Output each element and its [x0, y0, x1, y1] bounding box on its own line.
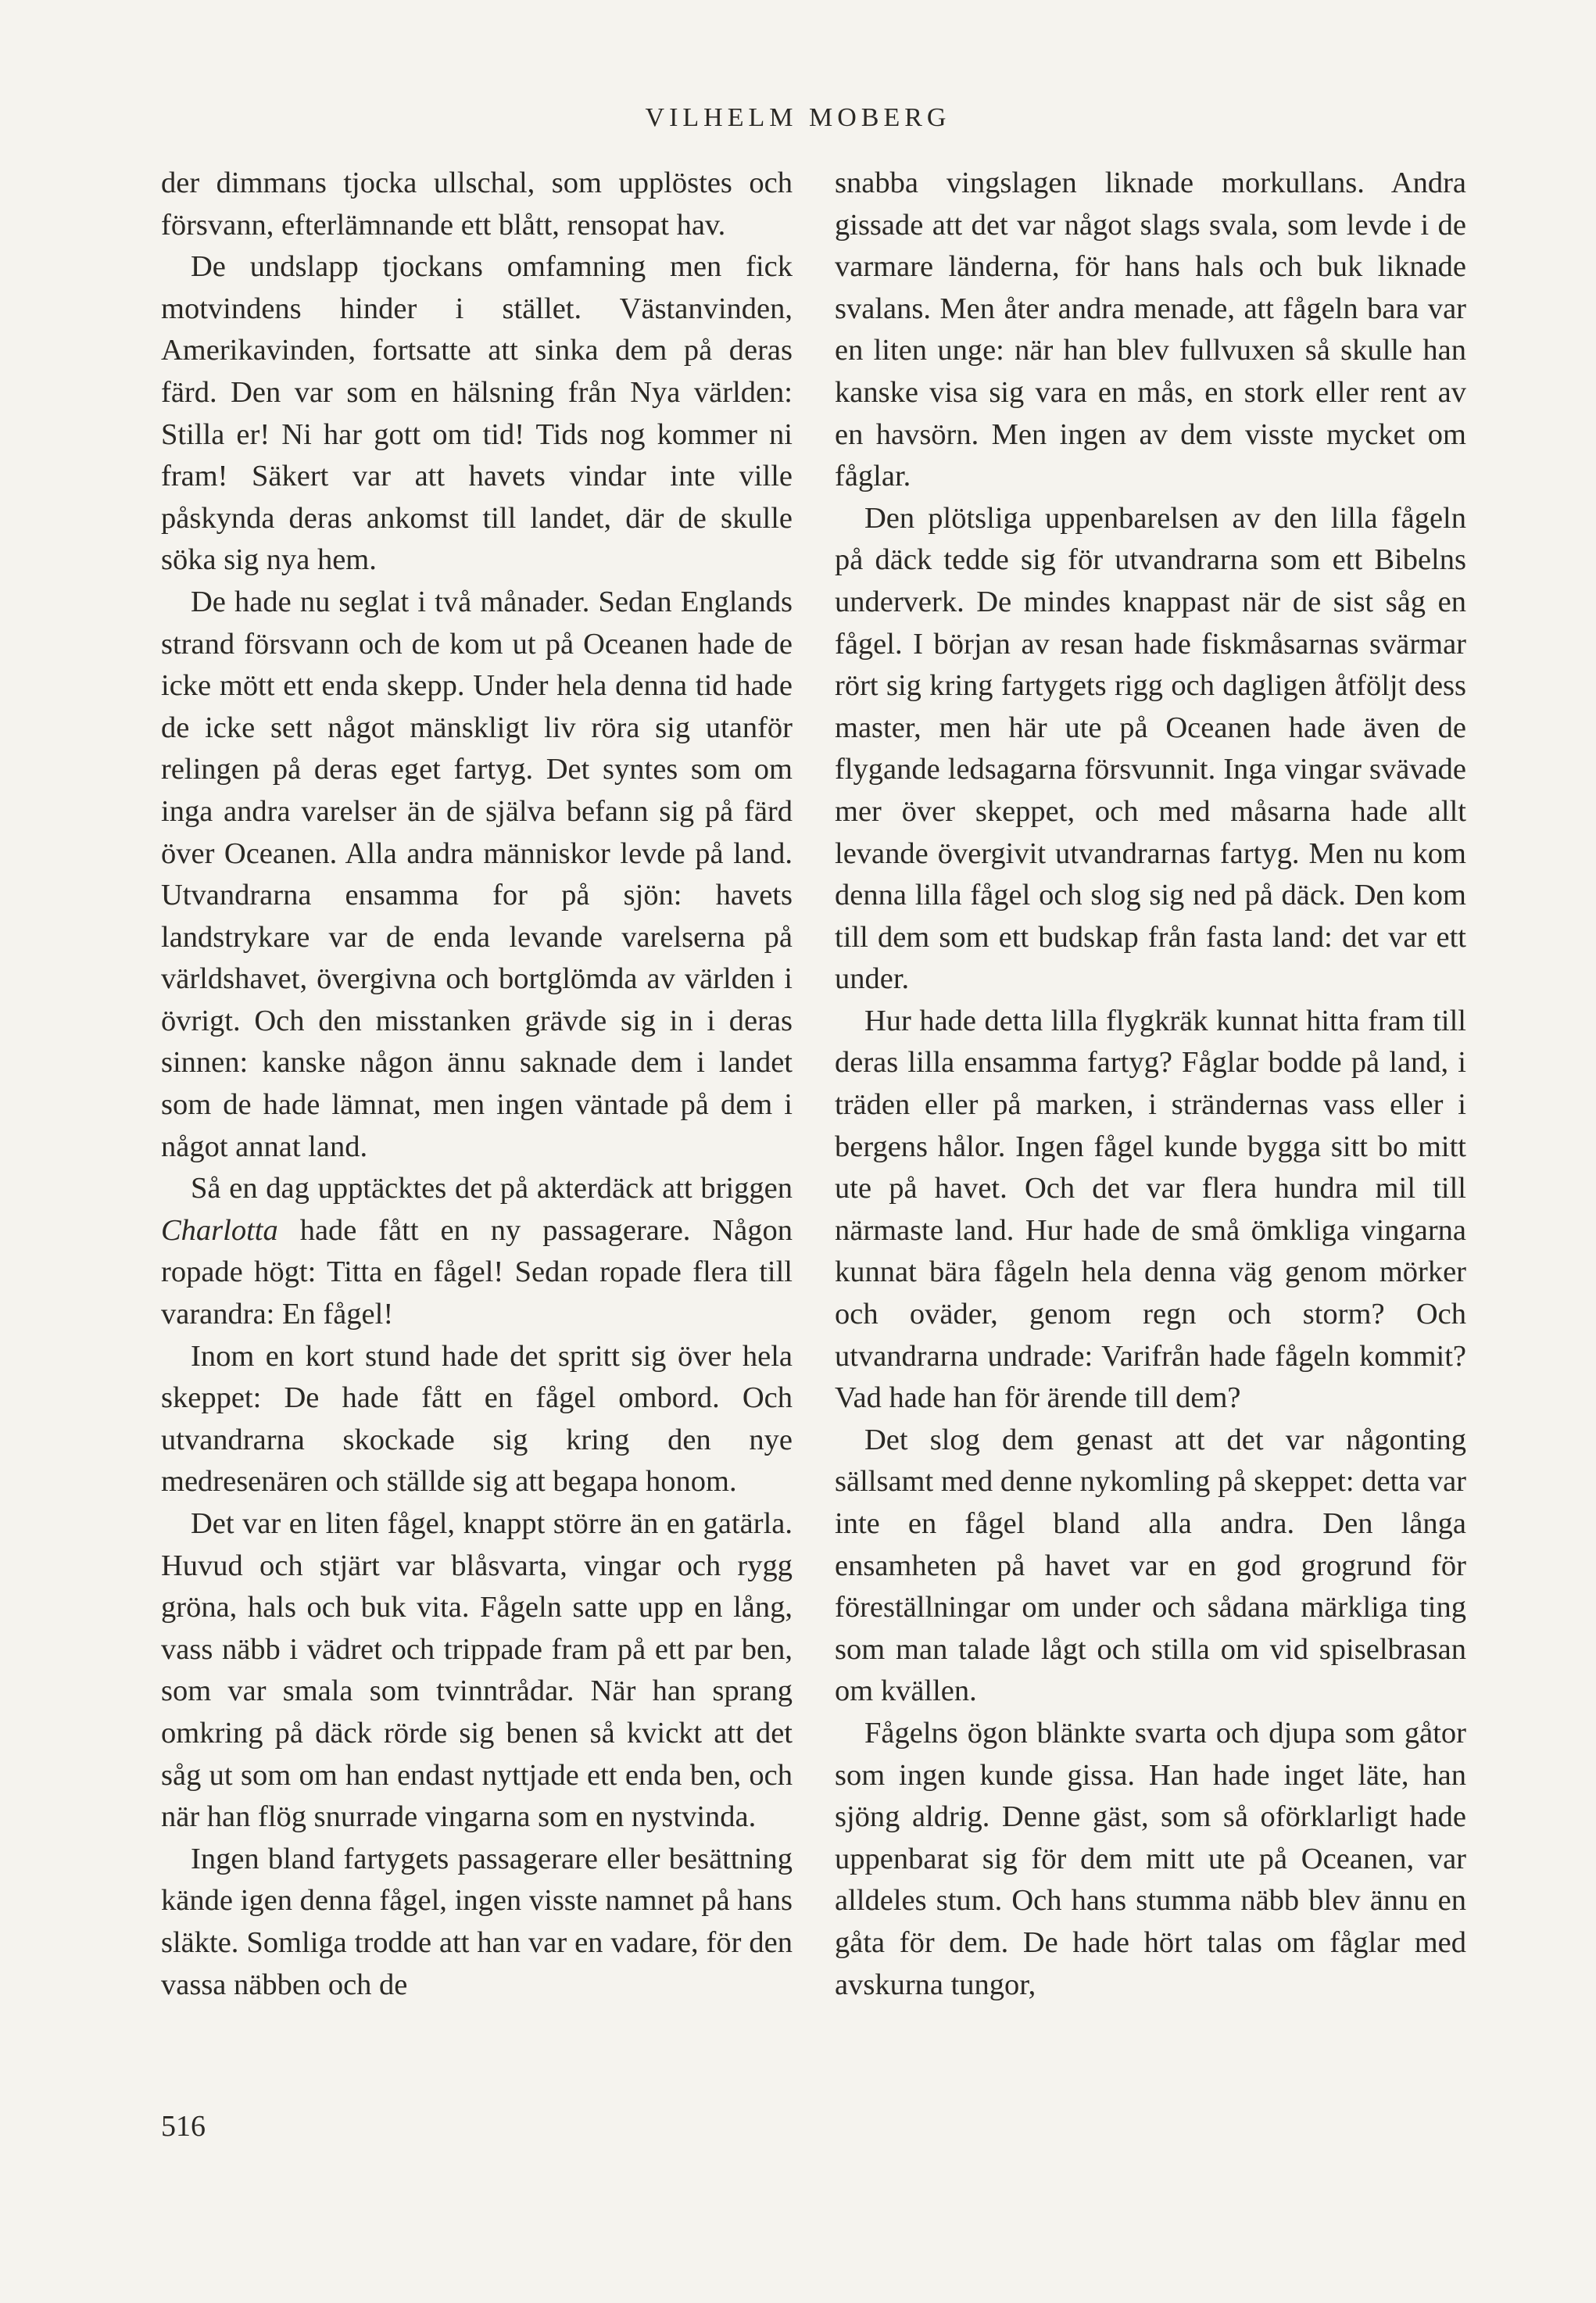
paragraph: Hur hade detta lilla flygkräk kunnat hitta fram till deras lilla ensamma fartyg? Fåglar bodde på land, i träden eller på marken, i strändernas vass eller i bergens hålor. Ingen fågel kunde bygga sitt bo mitt ute på havet. Och det var flera hundra mil till närmaste land. Hur hade de små ömkliga vingarna kunnat bära fågeln hela denna väg genom mörker och oväder, genom regn och storm? Och utvandrarna undrade: Varifrån hade fågeln kommit? Vad hade han för ärende till dem? [835, 1004, 1466, 1415]
right-column [835, 163, 1466, 2006]
paragraph [161, 1168, 793, 1335]
paragraph: Ingen bland fartygets passagerare eller besättning kände igen denna fågel, ingen visste namnet på hans släkte. Somliga trodde att han var en vadare, för den vassa näbben och de [161, 1842, 793, 2001]
paragraph: snabba vingslagen liknade morkullans. Andra gissade att det var något slags svala, som levde i de varmare länderna, för hans hals och buk liknade svalans. Men åter andra menade, att fågeln bara var en liten unge: när han blev fullvuxen så skulle han kanske visa sig vara en mås, en stork eller rent av en havsörn. Men ingen av dem visste mycket om fåglar. [835, 167, 1466, 493]
ship-name: Charlotta [161, 1213, 278, 1247]
paragraph: Inom en kort stund hade det spritt sig över hela skeppet: De hade fått en fågel ombord. Och utvandrarna skockade sig kring den nye medresenären och ställde sig att begapa honom. [161, 1339, 793, 1499]
paragraph-text: Så en dag upptäcktes det på akterdäck att briggen [191, 1172, 793, 1205]
paragraph: De undslapp tjockans omfamning men fick motvindens hinder i stället. Västanvinden, Amerikavinden, fortsatte att sinka dem på deras färd. Den var som en hälsning från Nya världen: Stilla er! Ni har gott om tid! Tids nog kommer ni fram! Säkert var att havets vindar inte ville påskynda deras ankomst till landet, där de skulle söka sig nya hem. [161, 250, 793, 577]
paragraph: De hade nu seglat i två månader. Sedan Englands strand försvann och de kom ut på Oceanen hade de icke mött ett enda skepp. Under hela denna tid hade de icke sett något mänskligt liv röra sig utanför relingen på deras eget fartyg. Det syntes som om inga andra varelser än de själva befann sig på färd över Oceanen. Alla andra människor levde på land. Utvandrarna ensamma for på sjön: havets landstrykare var de enda levande varelserna på världshavet, övergivna och bortglömda av världen i övrigt. Och den misstanken grävde sig in i deras sinnen: kanske någon ännu saknade dem i landet som de hade lämnat, men ingen väntade på dem i något annat land. [161, 585, 793, 1163]
paragraph-text: hade fått en ny passagerare. Någon ropade högt: Titta en fågel! Sedan ropade flera till varandra: En fågel! [161, 1213, 793, 1331]
left-column [161, 163, 793, 2006]
paragraph: Det var en liten fågel, knappt större än en gatärla. Huvud och stjärt var blåsvarta, vingar och rygg gröna, hals och buk vita. Fågeln satte upp en lång, vass näbb i vädret och trippade fram på ett par ben, som var smala som tvinntrådar. När han sprang omkring på däck rörde sig benen så kvickt att det såg ut som om han endast nyttjade ett enda ben, och när han flög snurrade vingarna som en nystvinda. [161, 1507, 793, 1834]
paragraph: Den plötsliga uppenbarelsen av den lilla fågeln på däck tedde sig för utvandrarna som ett Bibelns underverk. De mindes knappast när de sist såg en fågel. I början av resan hade fiskmåsarnas svärmar rört sig kring fartygets rigg och dagligen åtföljt dess master, men här ute på Oceanen hade även de flygande ledsagarna försvunnit. Inga vingar svävade mer över skeppet, och med måsarna hade allt levande övergivit utvandrarnas fartyg. Men nu kom denna lilla fågel och slog sig ned på däck. Den kom till dem som ett budskap från fasta land: det var ett under. [835, 501, 1466, 996]
running-head: VILHELM MOBERG [645, 103, 951, 132]
paragraph: Det slog dem genast att det var någonting sällsamt med denne nykomling på skeppet: detta var inte en fågel bland alla andra. Den långa ensamheten på havet var en god grogrund för föreställningar om under och sådana märkliga ting som man talade lågt och stilla om vid spiselbrasan om kvällen. [835, 1423, 1466, 1708]
page-number: 516 [161, 2110, 206, 2143]
paragraph: der dimmans tjocka ullschal, som upplöstes och försvann, efterlämnande ett blått, rensopat hav. [161, 167, 793, 242]
paragraph: Fågelns ögon blänkte svarta och djupa som gåtor som ingen kunde gissa. Han hade inget läte, han sjöng aldrig. Denne gäst, som så oförklarligt hade uppenbarat sig för dem mitt ute på Oceanen, var alldeles stum. Och hans stumma näbb blev ännu en gåta för dem. De hade hört talas om fåglar med avskurna tungor, [835, 1716, 1466, 2001]
